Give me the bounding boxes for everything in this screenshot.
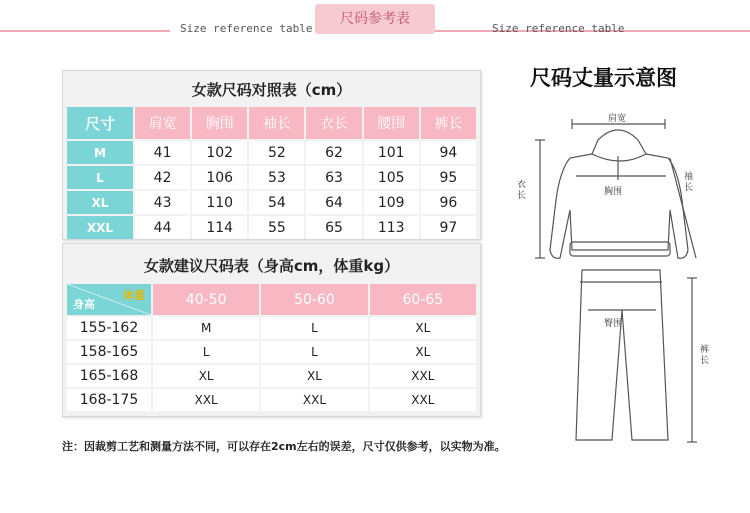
col-header-length: 衣长: [306, 107, 361, 139]
height-range-cell: 168-175: [67, 389, 151, 411]
size-value-cell: 94: [421, 141, 476, 164]
size-value-cell: 95: [421, 166, 476, 189]
col-header-weight-1: 40-50: [153, 284, 259, 315]
size-value-cell: 42: [135, 166, 190, 189]
recommend-table-header-row: [67, 284, 476, 315]
recommended-size-cell: XXL: [261, 389, 367, 411]
size-value-cell: 106: [192, 166, 247, 189]
height-range-cell: 165-168: [67, 365, 151, 387]
size-table-title: 女款尺码对照表（cm）: [191, 81, 352, 99]
corner-cell: [67, 284, 151, 315]
recommended-size-cell: XXL: [370, 389, 476, 411]
size-label-cell: XXL: [67, 216, 133, 239]
recommend-table-row: [67, 317, 476, 339]
col-header-size: 尺寸: [67, 107, 133, 139]
pants-outline: [576, 270, 668, 440]
garment-diagram: [520, 110, 740, 490]
recommended-size-cell: XL: [370, 341, 476, 363]
size-value-cell: 55: [249, 216, 304, 239]
col-header-sleeve: 袖长: [249, 107, 304, 139]
header-right-label: Size reference table: [492, 22, 625, 35]
header-line-left: [0, 30, 170, 32]
recommended-size-cell: XXL: [153, 389, 259, 411]
size-value-cell: 113: [364, 216, 419, 239]
col-header-shoulder: 肩宽: [135, 107, 190, 139]
size-value-cell: 62: [306, 141, 361, 164]
recommended-size-cell: L: [153, 341, 259, 363]
size-table-row: [67, 141, 476, 164]
diagram-title: 尺码丈量示意图: [530, 66, 677, 90]
recommend-table: [65, 282, 478, 413]
corner-height-label: 身高: [73, 298, 95, 311]
diagram-label-shoulder: 肩宽: [608, 114, 627, 124]
size-value-cell: 101: [364, 141, 419, 164]
size-value-cell: 44: [135, 216, 190, 239]
size-value-cell: 41: [135, 141, 190, 164]
col-header-weight-2: 50-60: [261, 284, 367, 315]
recommend-table-title: 女款建议尺码表（身高cm，体重kg）: [143, 257, 400, 275]
recommend-table-row: [67, 365, 476, 387]
recommend-table-row: [67, 389, 476, 411]
size-value-cell: 52: [249, 141, 304, 164]
size-value-cell: 96: [421, 191, 476, 214]
size-value-cell: 54: [249, 191, 304, 214]
size-label-cell: XL: [67, 191, 133, 214]
recommended-size-cell: XL: [261, 365, 367, 387]
size-value-cell: 102: [192, 141, 247, 164]
size-table-row: [67, 191, 476, 214]
size-value-cell: 110: [192, 191, 247, 214]
header-title: 尺码参考表: [340, 11, 410, 27]
recommended-size-cell: M: [153, 317, 259, 339]
size-value-cell: 63: [306, 166, 361, 189]
size-value-cell: 64: [306, 191, 361, 214]
size-value-cell: 43: [135, 191, 190, 214]
size-value-cell: 105: [364, 166, 419, 189]
size-table-row: [67, 216, 476, 239]
recommended-size-cell: XL: [370, 317, 476, 339]
size-table: [65, 105, 478, 241]
size-value-cell: 97: [421, 216, 476, 239]
size-table-panel: [62, 70, 481, 240]
diagram-label-hip: 臀围: [604, 319, 623, 329]
recommended-size-cell: XXL: [370, 365, 476, 387]
footnote: 注：因裁剪工艺和测量方法不同，可以存在2cm左右的误差，尺寸仅供参考，以实物为准。: [62, 440, 506, 453]
diagram-label-sleeve: 袖长: [684, 172, 694, 193]
col-header-pants: 裤长: [421, 107, 476, 139]
recommended-size-cell: L: [261, 341, 367, 363]
hoodie-hem: [570, 242, 670, 256]
size-table-header-row: [67, 107, 476, 139]
size-value-cell: 114: [192, 216, 247, 239]
col-header-waist: 腰围: [364, 107, 419, 139]
size-value-cell: 109: [364, 191, 419, 214]
height-range-cell: 158-165: [67, 341, 151, 363]
col-header-chest: 胸围: [192, 107, 247, 139]
size-table-row: [67, 166, 476, 189]
recommended-size-cell: XL: [153, 365, 259, 387]
recommend-table-panel: [62, 243, 481, 417]
diagram-label-pants: 裤长: [700, 345, 710, 366]
size-label-cell: M: [67, 141, 133, 164]
recommend-table-row: [67, 341, 476, 363]
corner-weight-label: 体重: [123, 289, 145, 302]
size-label-cell: L: [67, 166, 133, 189]
recommended-size-cell: L: [261, 317, 367, 339]
size-value-cell: 65: [306, 216, 361, 239]
header-left-label: Size reference table: [180, 22, 313, 35]
hood-outline: [592, 130, 646, 161]
col-header-weight-3: 60-65: [370, 284, 476, 315]
size-value-cell: 53: [249, 166, 304, 189]
diagram-label-length: 衣长: [517, 180, 527, 201]
height-range-cell: 155-162: [67, 317, 151, 339]
diagram-label-chest: 胸围: [604, 187, 623, 197]
